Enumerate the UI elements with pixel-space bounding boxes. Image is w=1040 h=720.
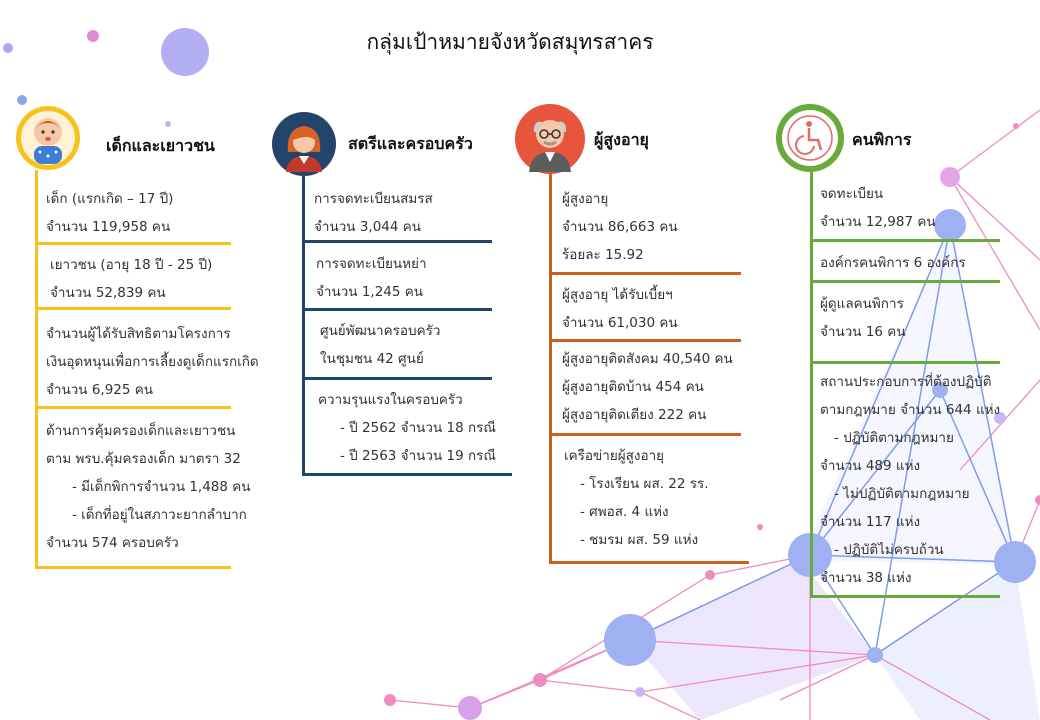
text-line: ในชุมชน 42 ศูนย์: [320, 351, 424, 367]
text-line: สถานประกอบการที่ต้องปฏิบัติ: [820, 374, 992, 390]
women-block-2: [316, 250, 427, 306]
elderly-divider: [549, 433, 741, 436]
text-line: เครือข่ายผู้สูงอายุ: [564, 448, 665, 464]
children-block-2: [50, 251, 212, 307]
text-line: ตามกฎหมาย จำนวน 644 แห่ง: [820, 402, 1001, 418]
text-line: ผู้สูงอายุติดเตียง 222 คน: [562, 407, 707, 423]
text-line: - มีเด็กพิการจำนวน 1,488 คน: [72, 479, 251, 495]
disabled-block-4: [820, 368, 1000, 592]
disabled-block-3: [820, 290, 906, 346]
elderly-title: ผู้สูงอายุ: [594, 130, 649, 149]
children-block-3: [46, 320, 259, 404]
children-block-1: [46, 185, 173, 241]
elderly-man-icon: [515, 104, 585, 174]
text-line: จำนวน 489 แห่ง: [820, 458, 921, 474]
children-divider: [35, 406, 231, 409]
wheelchair-icon: [776, 104, 844, 172]
text-line: ตาม พรบ.คุ้มครองเด็ก มาตรา 32: [46, 451, 241, 467]
text-line: จำนวน 61,030 คน: [562, 315, 678, 331]
text-line: จำนวน 52,839 คน: [50, 285, 166, 301]
text-line: ด้านการคุ้มครองเด็กและเยาวชน: [46, 423, 236, 439]
children-block-4: [46, 417, 251, 557]
text-line: ผู้สูงอายุติดบ้าน 454 คน: [562, 379, 704, 395]
women-divider: [302, 308, 492, 311]
text-line: - เด็กที่อยู่ในสภาวะยากลำบาก: [72, 507, 247, 523]
elderly-vertical-line: [549, 172, 552, 564]
text-line: จดทะเบียน: [820, 186, 884, 202]
disabled-divider: [810, 280, 1000, 283]
text-line: เงินอุดหนุนเพื่อการเลี้ยงดูเด็กแรกเกิด: [46, 354, 259, 370]
elderly-block-2: [562, 281, 678, 337]
text-line: ศูนย์พัฒนาครอบครัว: [320, 323, 441, 339]
disabled-title: คนพิการ: [852, 130, 912, 149]
text-line: จำนวน 117 แห่ง: [820, 514, 921, 530]
text-line: จำนวน 119,958 คน: [46, 219, 171, 235]
children-divider: [35, 566, 231, 569]
elderly-block-4: [564, 442, 709, 554]
children-title: เด็กและเยาวชน: [106, 136, 215, 155]
text-line: ความรุนแรงในครอบครัว: [318, 392, 463, 408]
elderly-divider: [549, 272, 741, 275]
text-line: จำนวน 12,987 คน: [820, 214, 936, 230]
baby-icon: [16, 106, 80, 170]
text-line: เยาวชน (อายุ 18 ปี - 25 ปี): [50, 257, 213, 273]
women-divider: [302, 473, 512, 476]
children-vertical-line: [35, 170, 38, 569]
text-line: องค์กรคนพิการ 6 องค์กร: [820, 255, 966, 271]
text-line: จำนวน 574 ครอบครัว: [46, 535, 179, 551]
text-line: จำนวน 38 แห่ง: [820, 570, 912, 586]
text-line: จำนวน 16 คน: [820, 324, 906, 340]
text-line: ผู้ดูแลคนพิการ: [820, 296, 904, 312]
disabled-block-1: [820, 180, 936, 236]
elderly-block-3: [562, 345, 733, 429]
text-line: ร้อยละ 15.92: [562, 247, 644, 263]
disabled-divider: [810, 595, 1000, 598]
text-line: - ปี 2563 จำนวน 19 กรณี: [340, 448, 496, 464]
disabled-divider: [810, 239, 1000, 242]
text-line: การจดทะเบียนสมรส: [314, 191, 433, 207]
text-line: - ไม่ปฏิบัติตามกฎหมาย: [834, 486, 970, 502]
disabled-block-2: [820, 249, 966, 277]
elderly-divider: [549, 339, 741, 342]
women-title: สตรีและครอบครัว: [348, 134, 473, 153]
text-line: เด็ก (แรกเกิด – 17 ปี): [46, 191, 174, 207]
children-divider: [35, 242, 231, 245]
women-vertical-line: [302, 176, 305, 476]
children-divider: [35, 307, 231, 310]
elderly-divider: [549, 561, 749, 564]
text-line: ผู้สูงอายุ: [562, 191, 609, 207]
text-line: - ปฏิบัติไม่ครบถ้วน: [834, 542, 944, 558]
text-line: จำนวน 6,925 คน: [46, 382, 154, 398]
text-line: ผู้สูงอายุ ได้รับเบี้ยฯ: [562, 287, 673, 303]
women-block-3: [320, 317, 440, 373]
text-line: จำนวน 86,663 คน: [562, 219, 678, 235]
text-line: - ปฏิบัติตามกฎหมาย: [834, 430, 954, 446]
text-line: ผู้สูงอายุติดสังคม 40,540 คน: [562, 351, 733, 367]
women-divider: [302, 377, 492, 380]
text-line: - ปี 2562 จำนวน 18 กรณี: [340, 420, 496, 436]
disabled-divider: [810, 361, 1000, 364]
text-line: - ศพอส. 4 แห่ง: [580, 504, 669, 520]
text-line: จำนวน 1,245 คน: [316, 284, 424, 300]
text-line: จำนวน 3,044 คน: [314, 219, 422, 235]
text-line: - โรงเรียน ผส. 22 รร.: [580, 476, 709, 492]
woman-icon: [272, 112, 336, 176]
women-block-4: [318, 386, 496, 470]
text-line: จำนวนผู้ได้รับสิทธิตามโครงการ: [46, 326, 231, 342]
disabled-vertical-line: [810, 172, 813, 598]
women-block-1: [314, 185, 433, 241]
page-title: กลุ่มเป้าหมายจังหวัดสมุทรสาคร: [366, 30, 654, 54]
elderly-block-1: [562, 185, 678, 269]
text-line: - ชมรม ผส. 59 แห่ง: [580, 532, 699, 548]
text-line: การจดทะเบียนหย่า: [316, 256, 427, 272]
